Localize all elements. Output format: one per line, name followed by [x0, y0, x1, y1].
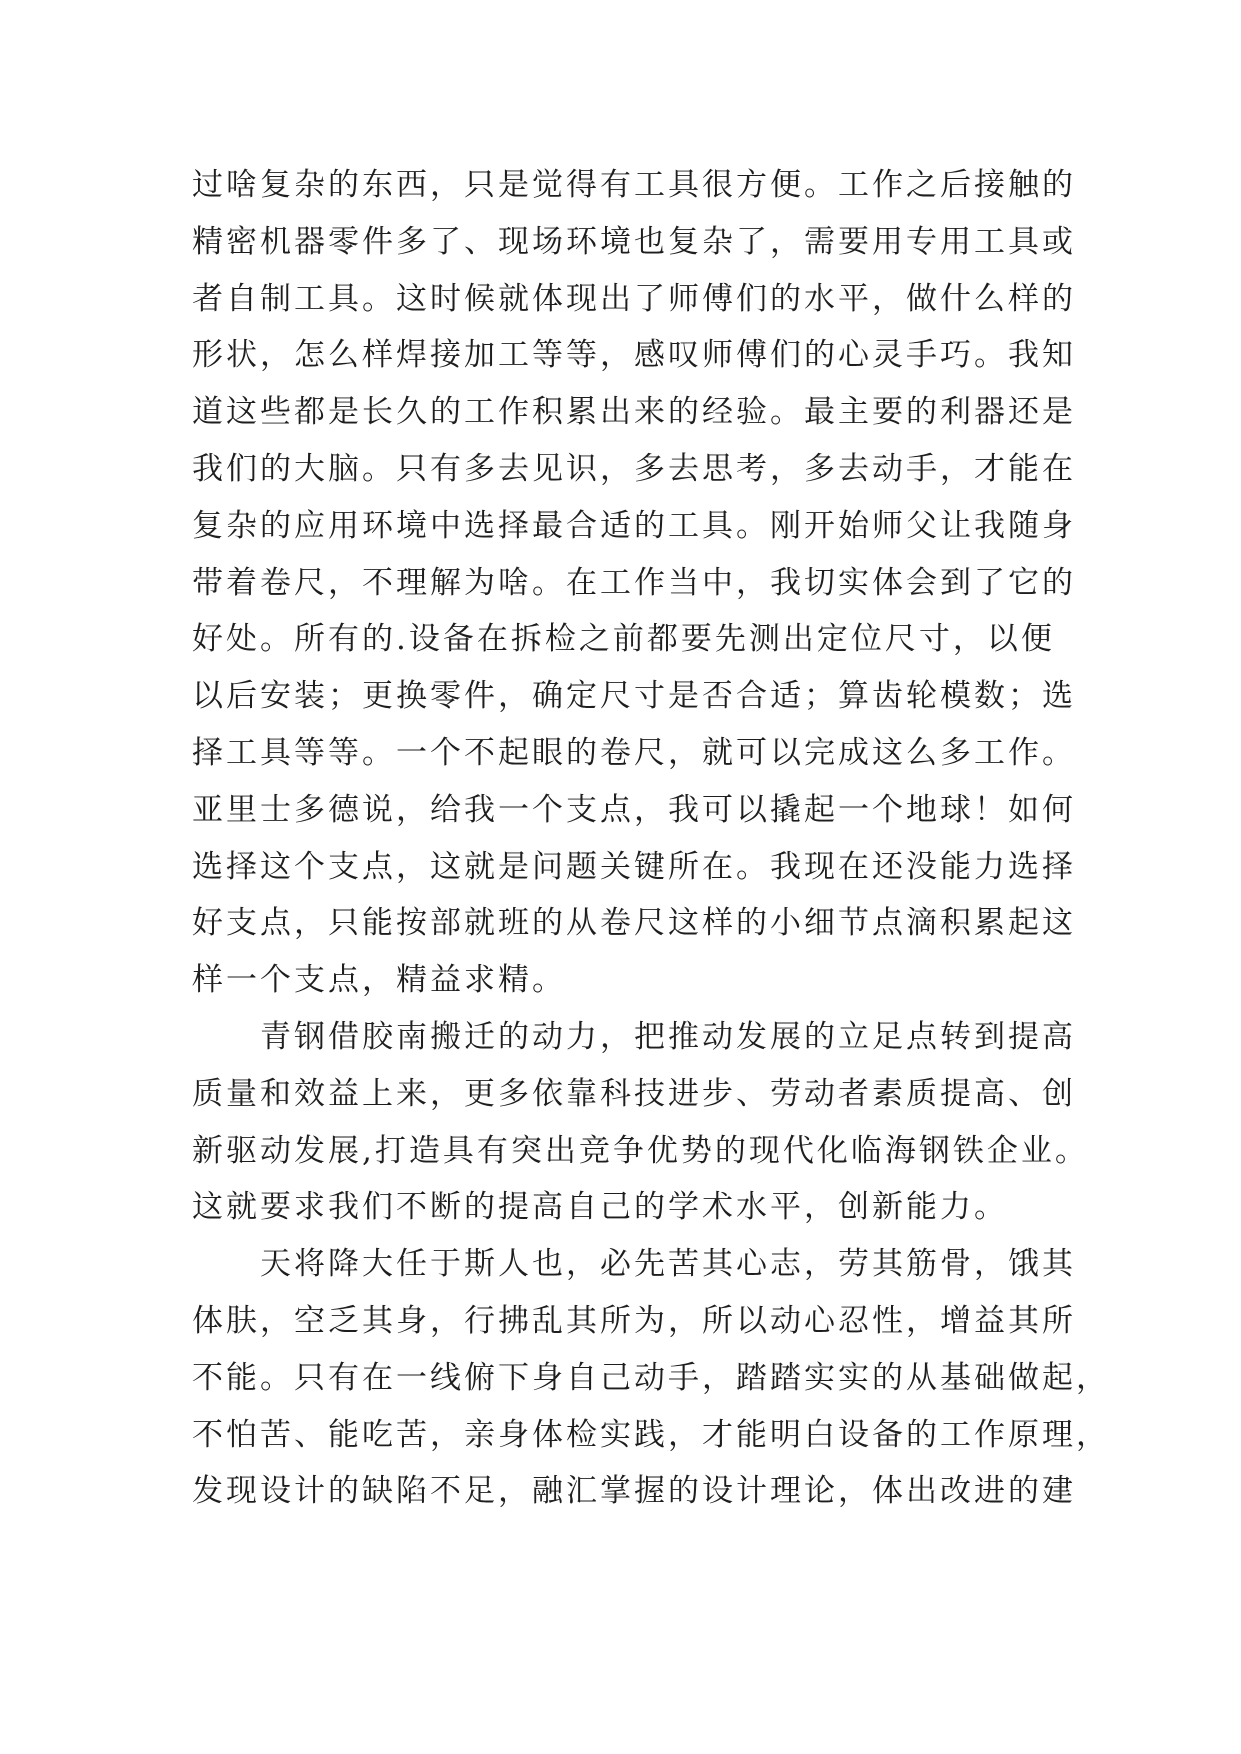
text-line: 选择这个支点，这就是问题关键所在。我现在还没能力选择 [192, 848, 1076, 885]
text-line: 过啥复杂的东西，只是觉得有工具很方便。工作之后接触的 [192, 167, 1076, 203]
text-line: 体肤，空乏其身，行拂乱其所为，所以动心忍性，增益其所 [192, 1302, 1076, 1339]
text-line: 我们的大脑。只有多去见识，多去思考，多去动手，才能在 [192, 450, 1076, 487]
text-line: 质量和效益上来，更多依靠科技进步、劳动者素质提高、创 [192, 1075, 1076, 1112]
text-line: 精密机器零件多了、现场环境也复杂了，需要用专用工具或 [192, 223, 1076, 260]
text-line: 亚里士多德说，给我一个支点，我可以撬起一个地球！如何 [192, 791, 1076, 828]
text-line: 道这些都是长久的工作积累出来的经验。最主要的利器还是 [192, 394, 1076, 431]
text-line: 不能。只有在一线俯下身自己动手，踏踏实实的从基础做起， [192, 1359, 1110, 1396]
text-line: 形状，怎么样焊接加工等等，感叹师傅们的心灵手巧。我知 [192, 337, 1076, 374]
text-line: 发现设计的缺陷不足，融汇掌握的设计理论，体出改进的建 [192, 1473, 1076, 1510]
text-line: 者自制工具。这时候就体现出了师傅们的水平，做什么样的 [192, 280, 1076, 317]
text-line: 复杂的应用环境中选择最合适的工具。刚开始师父让我随身 [192, 507, 1076, 544]
text-line: 样一个支点，精益求精。 [192, 962, 566, 999]
text-line: 这就要求我们不断的提高自己的学术水平，创新能力。 [192, 1189, 1008, 1226]
text-line: 天将降大任于斯人也，必先苦其心志，劳其筋骨，饿其 [192, 1246, 1076, 1283]
text-line: 带着卷尺，不理解为啥。在工作当中，我切实体会到了它的 [192, 564, 1076, 601]
text-line: 青钢借胶南搬迁的动力，把推动发展的立足点转到提高 [192, 1018, 1076, 1055]
body-text [192, 157, 1110, 1520]
text-line: 择工具等等。一个不起眼的卷尺，就可以完成这么多工作。 [192, 734, 1076, 771]
text-line: 新驱动发展,打造具有突出竞争优势的现代化临海钢铁企业。 [192, 1132, 1089, 1169]
text-line: 好处。所有的.设备在拆检之前都要先测出定位尺寸，以便 [192, 621, 1055, 658]
text-line: 不怕苦、能吃苦，亲身体检实践，才能明白设备的工作原理， [192, 1416, 1110, 1453]
text-line: 以后安装；更换零件，确定尺寸是否合适；算齿轮模数；选 [192, 678, 1076, 715]
text-line: 好支点，只能按部就班的从卷尺这样的小细节点滴积累起这 [192, 905, 1076, 942]
